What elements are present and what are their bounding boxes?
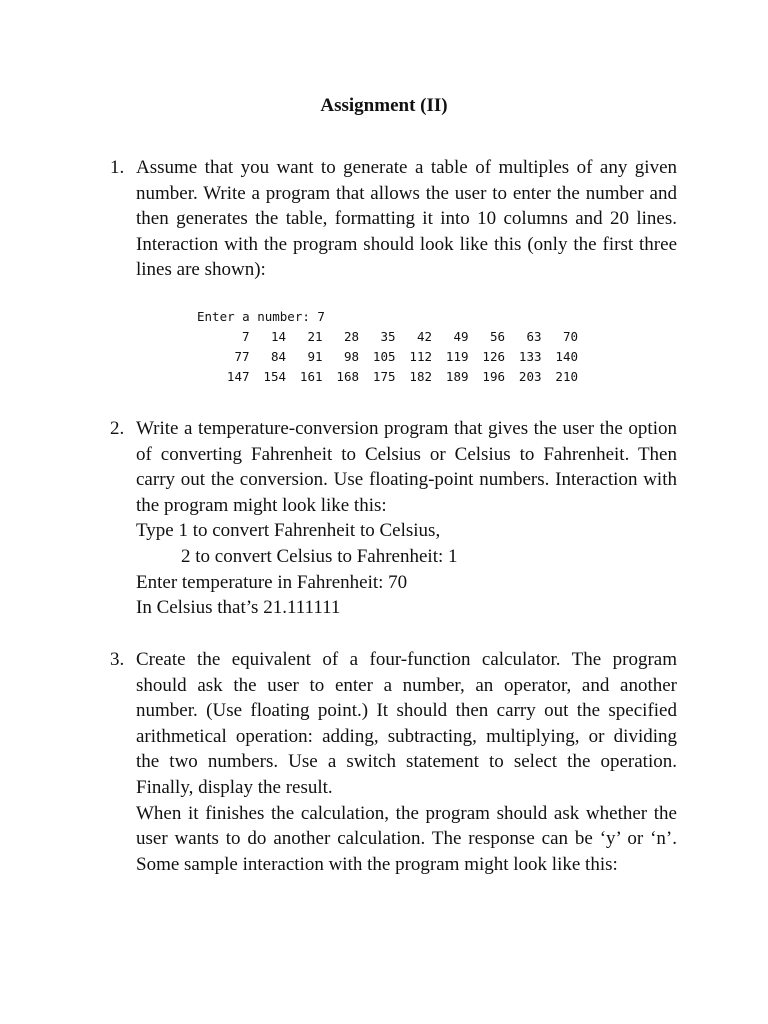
code-cell: 140 bbox=[555, 349, 578, 364]
code-row bbox=[213, 347, 578, 367]
code-cell: 49 bbox=[453, 329, 469, 344]
code-cell: 77 bbox=[234, 349, 250, 364]
code-cell: 14 bbox=[270, 329, 286, 344]
code-sample bbox=[197, 307, 578, 387]
code-cell: 147 bbox=[226, 369, 250, 384]
question-2 bbox=[110, 416, 677, 621]
question-1 bbox=[110, 155, 677, 283]
code-cell: 203 bbox=[518, 369, 542, 384]
code-cell: 7 bbox=[241, 329, 250, 344]
code-cell: 42 bbox=[416, 329, 432, 344]
sample-line: 2 to convert Celsius to Fahrenheit: 1 bbox=[181, 545, 458, 567]
code-cell: 21 bbox=[307, 329, 323, 344]
sample-line: Enter temperature in Fahrenheit: 70 bbox=[136, 571, 408, 593]
code-cell: 133 bbox=[518, 349, 542, 364]
question-number: 3. bbox=[110, 649, 125, 670]
multiples-table bbox=[213, 327, 578, 387]
page-title: Assignment (II) bbox=[320, 95, 448, 116]
question-3 bbox=[110, 647, 677, 877]
question-text: Assume that you want to generate a table of multiples of any given number. Write a program that allows the user to enter the number and then generates the table, formatting it into 10 columns and 20 lines. Interaction with the program should look like this (only the first three lines are shown): bbox=[136, 157, 677, 281]
code-cell: 168 bbox=[336, 369, 359, 384]
code-cell: 119 bbox=[445, 349, 469, 364]
code-cell: 70 bbox=[562, 329, 578, 344]
code-cell: 98 bbox=[343, 349, 359, 364]
question-number: 1. bbox=[110, 157, 125, 178]
code-cell: 84 bbox=[270, 349, 286, 364]
sample-line: In Celsius that’s 21.111111 bbox=[136, 597, 341, 619]
code-cell: 182 bbox=[409, 369, 432, 384]
question-number: 2. bbox=[110, 418, 125, 439]
code-row bbox=[213, 327, 578, 347]
code-cell: 56 bbox=[489, 329, 505, 344]
question-text: Write a temperature-conversion program that gives the user the option of converting Fahrenheit to Celsius or Celsius to Fahrenheit. Then carry out the conversion. Use floating-point numbers. Interaction with the program might look like this: bbox=[136, 418, 677, 516]
code-cell: 91 bbox=[307, 349, 323, 364]
code-cell: 210 bbox=[555, 369, 578, 384]
code-cell: 112 bbox=[409, 349, 432, 364]
question-text: Create the equivalent of a four-function calculator. The program should ask the user to enter a number, an operator, and another number. (Use floating point.) It should then carry out the specified arithmetical operation: adding, subtracting, multiplying, or dividing the two numbers. Use a switch statement to select the operation. Finally, display the result. bbox=[136, 649, 677, 798]
code-cell: 35 bbox=[380, 329, 396, 344]
code-cell: 63 bbox=[526, 329, 542, 344]
sample-line: Type 1 to convert Fahrenheit to Celsius, bbox=[136, 520, 441, 542]
code-row bbox=[213, 367, 578, 387]
code-cell: 28 bbox=[343, 329, 359, 344]
question-text-continued: When it finishes the calculation, the program should ask whether the user wants to do another calculation. The response can be ‘y’ or ‘n’. Some sample interaction with the program might look like this: bbox=[136, 802, 677, 875]
code-cell: 189 bbox=[445, 369, 469, 384]
code-cell: 126 bbox=[482, 349, 505, 364]
code-cell: 154 bbox=[263, 369, 286, 384]
code-cell: 105 bbox=[372, 349, 396, 364]
code-cell: 196 bbox=[482, 369, 505, 384]
code-cell: 175 bbox=[372, 369, 396, 384]
code-prompt: Enter a number: 7 bbox=[197, 309, 325, 324]
code-cell: 161 bbox=[299, 369, 323, 384]
